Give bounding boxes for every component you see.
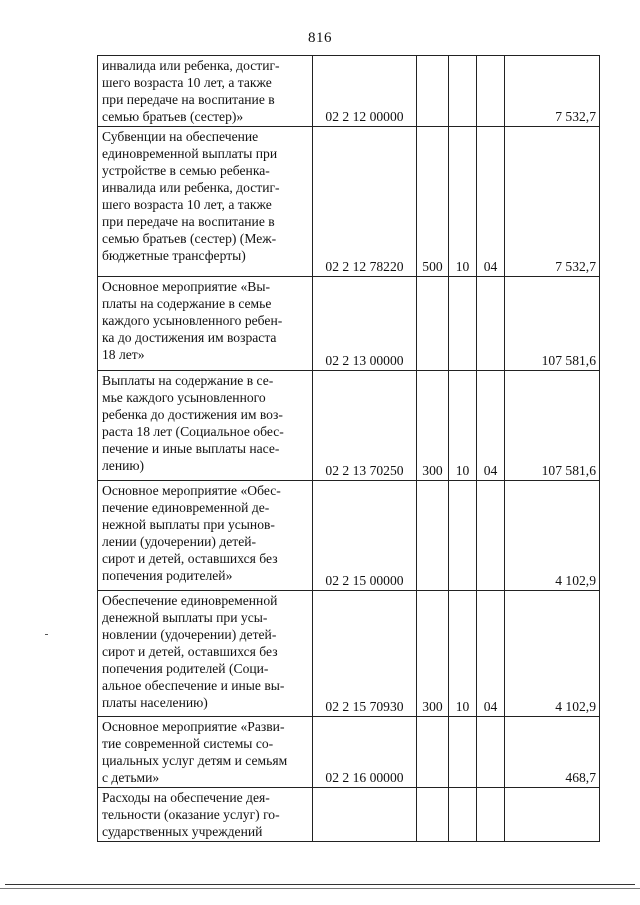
section-cell xyxy=(449,717,477,788)
amount-cell: 7 532,7 xyxy=(505,56,600,127)
target-article-code-cell: 02 2 16 00000 xyxy=(313,717,417,788)
target-article-code-cell: 02 2 12 78220 xyxy=(313,127,417,277)
expense-name-line: сирот и детей, оставшихся без xyxy=(102,644,278,659)
table-row xyxy=(98,481,600,591)
expense-name-line: Расходы на обеспечение дея- xyxy=(102,790,270,805)
expense-name-line: ребенка до достижения им воз- xyxy=(102,407,283,422)
bottom-rule-secondary xyxy=(0,888,640,889)
expense-name-line: сирот и детей, оставшихся без xyxy=(102,551,278,566)
expense-type-cell: 500 xyxy=(417,127,449,277)
amount-cell: 4 102,9 xyxy=(505,481,600,591)
expense-name-cell xyxy=(98,717,313,788)
target-article-code-cell xyxy=(313,788,417,842)
expense-name-cell xyxy=(98,371,313,481)
expense-name-line: Основное мероприятие «Обес- xyxy=(102,483,281,498)
margin-mark xyxy=(45,634,48,635)
section-cell xyxy=(449,788,477,842)
section-cell xyxy=(449,56,477,127)
expense-name-line: печение единовременной де- xyxy=(102,500,270,515)
expense-name-line: при передаче на воспитание в xyxy=(102,214,275,229)
bottom-rule xyxy=(5,884,635,885)
expense-name-line: платы населению) xyxy=(102,695,208,710)
budget-table xyxy=(97,55,600,842)
subsection-cell xyxy=(477,481,505,591)
expense-type-cell xyxy=(417,717,449,788)
table-row xyxy=(98,56,600,127)
expense-name-line: раста 18 лет (Социальное обес- xyxy=(102,424,284,439)
expense-name-line: нежной выплаты при усынов- xyxy=(102,517,275,532)
expense-name-line: платы на содержание в семье xyxy=(102,296,272,311)
expense-name-line: Основное мероприятие «Вы- xyxy=(102,279,271,294)
subsection-cell: 04 xyxy=(477,371,505,481)
expense-name-line: шего возраста 10 лет, а также xyxy=(102,197,272,212)
expense-name-line: каждого усыновленного ребен- xyxy=(102,313,283,328)
expense-type-cell xyxy=(417,277,449,371)
expense-name-cell xyxy=(98,127,313,277)
expense-name-line: мье каждого усыновленного xyxy=(102,390,266,405)
table-row xyxy=(98,371,600,481)
table-row xyxy=(98,591,600,717)
expense-name-line: Основное мероприятие «Разви- xyxy=(102,719,285,734)
subsection-cell: 04 xyxy=(477,127,505,277)
section-cell: 10 xyxy=(449,591,477,717)
expense-name-line: лении (удочерении) детей- xyxy=(102,534,257,549)
expense-name-line: попечения родителей (Соци- xyxy=(102,661,269,676)
table-row xyxy=(98,127,600,277)
subsection-cell xyxy=(477,717,505,788)
expense-name-line: сударственных учреждений xyxy=(102,824,263,839)
expense-name-line: с детьми» xyxy=(102,770,160,785)
target-article-code-cell: 02 2 15 70930 xyxy=(313,591,417,717)
expense-name-line: 18 лет» xyxy=(102,347,145,362)
target-article-code-cell: 02 2 13 00000 xyxy=(313,277,417,371)
expense-type-cell xyxy=(417,481,449,591)
section-cell: 10 xyxy=(449,127,477,277)
expense-name-line: устройстве в семью ребенка- xyxy=(102,163,270,178)
expense-name-line: тие современной системы со- xyxy=(102,736,274,751)
expense-name-line: денежной выплаты при усы- xyxy=(102,610,268,625)
subsection-cell xyxy=(477,788,505,842)
expense-name-cell xyxy=(98,591,313,717)
expense-name-line: Выплаты на содержание в се- xyxy=(102,373,274,388)
expense-name-line: печение и иные выплаты насе- xyxy=(102,441,280,456)
expense-name-line: бюджетные трансферты) xyxy=(102,248,246,263)
expense-name-line: Обеспечение единовременной xyxy=(102,593,278,608)
subsection-cell xyxy=(477,277,505,371)
target-article-code-cell: 02 2 13 70250 xyxy=(313,371,417,481)
amount-cell xyxy=(505,788,600,842)
expense-type-cell xyxy=(417,56,449,127)
expense-name-cell xyxy=(98,788,313,842)
expense-name-line: единовременной выплаты при xyxy=(102,146,278,161)
expense-name-line: лению) xyxy=(102,458,145,473)
section-cell xyxy=(449,481,477,591)
expense-name-line: шего возраста 10 лет, а также xyxy=(102,75,272,90)
amount-cell: 468,7 xyxy=(505,717,600,788)
table-row xyxy=(98,277,600,371)
section-cell xyxy=(449,277,477,371)
page-number: 816 xyxy=(308,30,332,46)
expense-name-line: инвалида или ребенка, достиг- xyxy=(102,180,280,195)
expense-type-cell: 300 xyxy=(417,371,449,481)
expense-name-cell xyxy=(98,481,313,591)
table-row xyxy=(98,717,600,788)
expense-name-line: семью братьев (сестер) (Меж- xyxy=(102,231,277,246)
budget-table-body xyxy=(98,56,600,842)
target-article-code-cell: 02 2 15 00000 xyxy=(313,481,417,591)
expense-name-cell xyxy=(98,56,313,127)
expense-type-cell xyxy=(417,788,449,842)
target-article-code-cell: 02 2 12 00000 xyxy=(313,56,417,127)
amount-cell: 107 581,6 xyxy=(505,371,600,481)
amount-cell: 4 102,9 xyxy=(505,591,600,717)
expense-name-line: тельности (оказание услуг) го- xyxy=(102,807,280,822)
expense-name-cell xyxy=(98,277,313,371)
amount-cell: 7 532,7 xyxy=(505,127,600,277)
expense-type-cell: 300 xyxy=(417,591,449,717)
expense-name-line: альное обеспечение и иные вы- xyxy=(102,678,285,693)
expense-name-line: при передаче на воспитание в xyxy=(102,92,275,107)
subsection-cell: 04 xyxy=(477,591,505,717)
subsection-cell xyxy=(477,56,505,127)
expense-name-line: семью братьев (сестер)» xyxy=(102,109,244,124)
expense-name-line: новлении (удочерении) детей- xyxy=(102,627,277,642)
expense-name-line: циальных услуг детям и семьям xyxy=(102,753,288,768)
table-row xyxy=(98,788,600,842)
expense-name-line: Субвенции на обеспечение xyxy=(102,129,259,144)
expense-name-line: ка до достижения им возраста xyxy=(102,330,277,345)
expense-name-line: инвалида или ребенка, достиг- xyxy=(102,58,280,73)
section-cell: 10 xyxy=(449,371,477,481)
expense-name-line: попечения родителей» xyxy=(102,568,233,583)
amount-cell: 107 581,6 xyxy=(505,277,600,371)
